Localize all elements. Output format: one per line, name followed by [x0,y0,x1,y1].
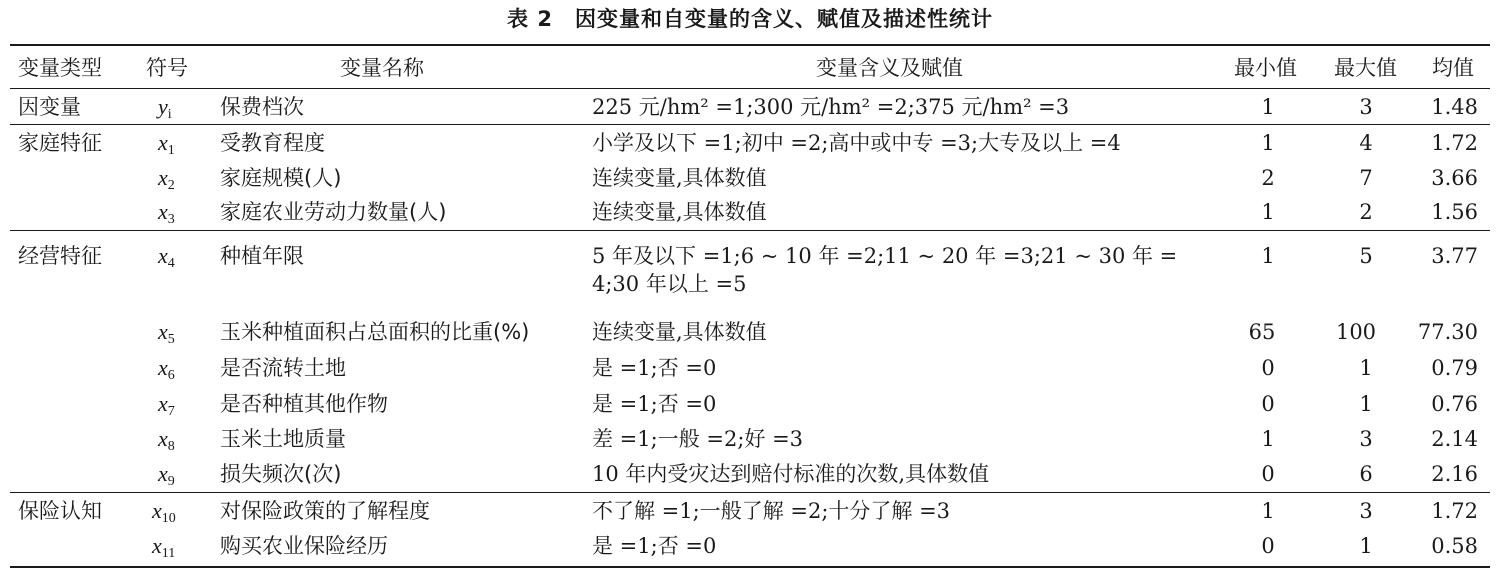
row-symbol: $y_i$ [158,94,172,122]
row-min: 1 [1261,427,1275,451]
row-max: 2 [1359,200,1373,224]
row-meaning: 是 =1;否 =0 [592,534,717,558]
row-max: 100 [1335,320,1377,344]
row-mean: 2.16 [1431,462,1478,486]
row-mean: 1.56 [1431,200,1478,224]
row-symbol: $x_{10}$ [152,498,176,526]
row-meaning: 连续变量,具体数值 [592,166,767,190]
row-min: 1 [1261,200,1275,224]
row-min: 1 [1261,244,1275,268]
row-min: 0 [1261,462,1275,486]
row-mean: 0.76 [1431,392,1478,416]
header-max: 最大值 [1334,56,1397,80]
row-name: 保费档次 [220,95,304,119]
row-type: 保险认知 [18,499,102,523]
row-mean: 3.66 [1431,166,1478,190]
table-title [0,4,1500,34]
row-mean: 1.72 [1431,131,1478,155]
row-min: 0 [1261,356,1275,380]
group-rule-3 [10,492,1490,493]
row-mean: 0.79 [1431,356,1478,380]
row-symbol: $x_2$ [158,165,175,193]
row-symbol: $x_8$ [158,426,175,454]
row-name: 受教育程度 [220,131,325,155]
row-name: 损失频次(次) [220,462,342,486]
row-name: 是否种植其他作物 [220,392,388,416]
row-symbol: $x_1$ [158,130,175,158]
row-mean: 1.72 [1431,499,1478,523]
row-max: 3 [1359,427,1373,451]
row-max: 7 [1359,166,1373,190]
row-symbol: $x_{11}$ [152,533,176,561]
row-name: 种植年限 [220,244,304,268]
row-min: 65 [1248,320,1276,344]
row-mean: 77.30 [1417,320,1478,344]
row-mean: 3.77 [1431,244,1478,268]
group-rule-2 [10,230,1490,231]
row-min: 1 [1261,95,1275,119]
row-symbol: $x_3$ [158,199,175,227]
row-meaning: 5 年及以下 =1;6 ~ 10 年 =2;11 ~ 20 年 =3;21 ~ 30 年 = [592,244,1178,268]
row-min: 1 [1261,499,1275,523]
row-meaning: 10 年内受灾达到赔付标准的次数,具体数值 [592,462,990,486]
row-meaning: 小学及以下 =1;初中 =2;高中或中专 =3;大专及以上 =4 [592,131,1121,155]
header-rule [10,88,1490,89]
row-max: 1 [1359,356,1373,380]
header-symbol: 符号 [146,56,188,80]
row-name: 家庭农业劳动力数量(人) [220,200,447,224]
row-max: 5 [1359,244,1373,268]
row-type: 经营特征 [18,244,102,268]
row-name: 玉米种植面积占总面积的比重(%) [220,320,530,344]
header-min: 最小值 [1234,56,1297,80]
row-mean: 2.14 [1431,427,1478,451]
row-name: 家庭规模(人) [220,166,342,190]
group-rule-1 [10,124,1490,125]
row-max: 1 [1359,392,1373,416]
header-meaning: 变量含义及赋值 [816,56,963,80]
row-meaning: 连续变量,具体数值 [592,200,767,224]
table-number: 表 2 [507,7,553,31]
row-symbol: $x_7$ [158,391,175,419]
row-min: 2 [1261,166,1275,190]
row-max: 3 [1359,499,1373,523]
row-name: 对保险政策的了解程度 [220,499,430,523]
row-name: 是否流转土地 [220,356,346,380]
row-max: 4 [1359,131,1373,155]
row-name: 玉米土地质量 [220,427,346,451]
row-mean: 0.58 [1431,534,1478,558]
row-meaning: 连续变量,具体数值 [592,320,767,344]
row-meaning-continued: 4;30 年以上 =5 [592,272,747,296]
row-mean: 1.48 [1431,95,1478,119]
row-min: 1 [1261,131,1275,155]
row-max: 6 [1359,462,1373,486]
header-mean: 均值 [1432,56,1474,80]
row-meaning: 是 =1;否 =0 [592,392,717,416]
row-symbol: $x_9$ [158,461,175,489]
row-meaning: 是 =1;否 =0 [592,356,717,380]
row-symbol: $x_6$ [158,355,175,383]
row-min: 0 [1261,534,1275,558]
header-name: 变量名称 [340,56,424,80]
row-max: 3 [1359,95,1373,119]
top-rule [10,44,1490,46]
row-symbol: $x_4$ [158,243,175,271]
header-type: 变量类型 [18,56,102,80]
bottom-rule [10,566,1490,568]
row-max: 1 [1359,534,1373,558]
row-meaning: 差 =1;一般 =2;好 =3 [592,427,804,451]
row-symbol: $x_5$ [158,319,175,347]
row-min: 0 [1261,392,1275,416]
row-meaning: 225 元/hm² =1;300 元/hm² =2;375 元/hm² =3 [592,95,1070,119]
row-type: 因变量 [18,95,81,119]
table-caption: 因变量和自变量的含义、赋值及描述性统计 [574,7,993,31]
row-type: 家庭特征 [18,131,102,155]
row-meaning: 不了解 =1;一般了解 =2;十分了解 =3 [592,499,951,523]
row-name: 购买农业保险经历 [220,534,388,558]
